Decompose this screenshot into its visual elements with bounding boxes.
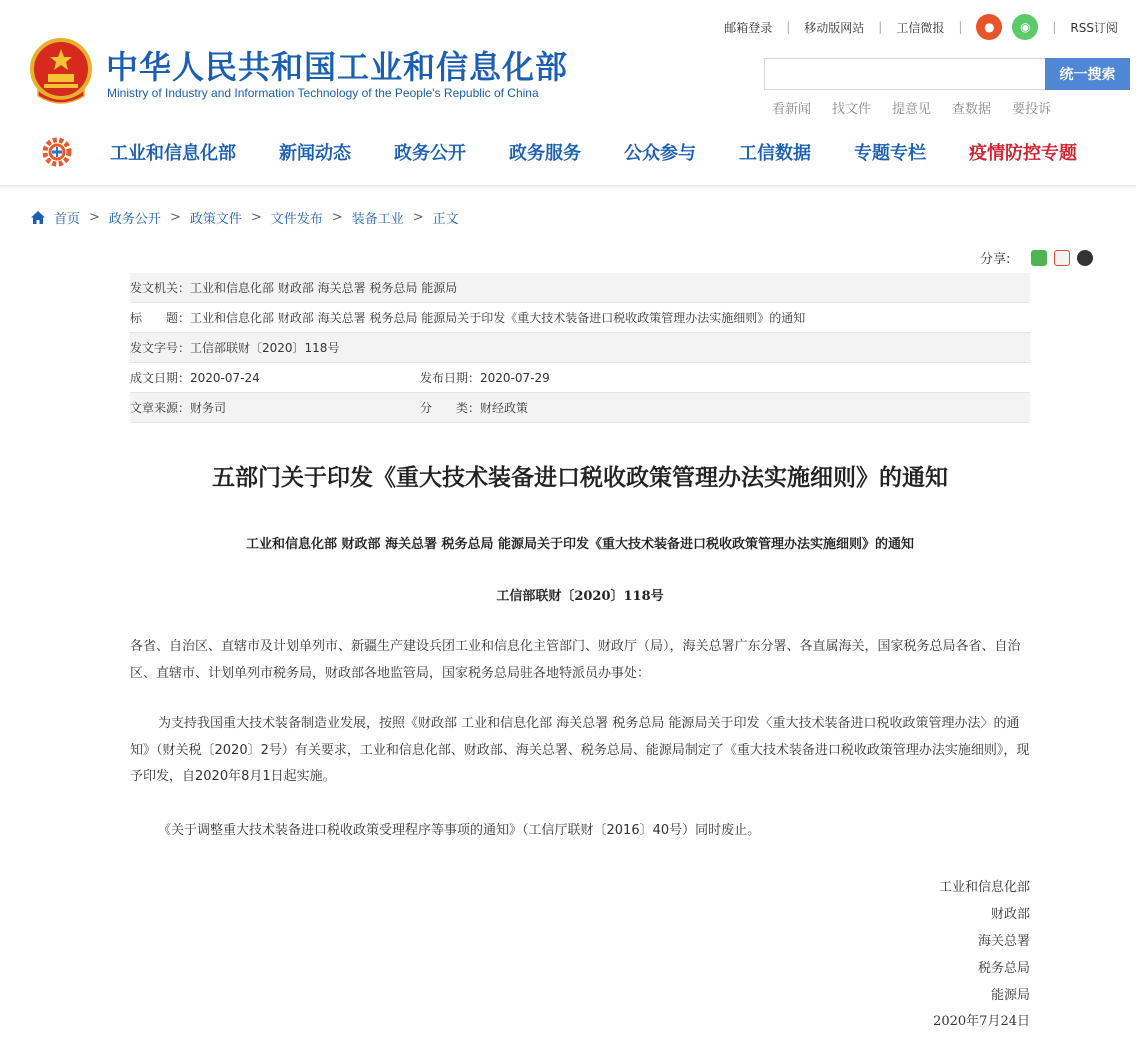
search-button[interactable]: 统一搜索 [1045,58,1130,90]
site-header [0,0,1136,186]
breadcrumb-gov-affairs[interactable]: 政务公开 [108,212,161,227]
breadcrumb-separator: > [412,210,424,225]
divider: | [958,20,963,34]
breadcrumb [30,208,459,227]
nav-item-news[interactable]: 新闻动态 [279,143,351,164]
nav-item-gov-services[interactable]: 政务服务 [509,143,581,164]
nav-item-special-topics[interactable]: 专题专栏 [854,143,926,164]
meta-row-issuer [130,273,1030,303]
share-weibo-icon[interactable] [1054,250,1070,266]
signature-tax: 税务总局 [977,961,1030,976]
document-paragraph-main: 为支持我国重大技术装备制造业发展，按照《财政部 工业和信息化部 海关总署 税务总局 能源局关于印发〈重大技术装备进口税收政策管理办法〉的通知》（财关税〔2020〕2号）有关要求，工业和信息化部、财政部、海关总署、税务总局、能源局制定了《重大技术装备进口税收政策管理办法实施细则》，现予印发，自2020年8月1日起实施。 [130,716,1030,784]
breadcrumb-separator: > [89,210,100,225]
meta-row-dates [130,363,1030,393]
document-subtitle: 工业和信息化部 财政部 海关总署 税务总局 能源局关于印发《重大技术装备进口税收政策管理办法实施细则》的通知 [245,537,915,552]
nav-item-public-participation[interactable]: 公众参与 [624,143,696,164]
nav-item-data[interactable]: 工信数据 [739,143,811,164]
signature-energy: 能源局 [990,988,1030,1003]
breadcrumb-separator: > [250,210,262,225]
quick-links [772,98,1072,117]
share-qq-icon[interactable] [1077,250,1093,266]
breadcrumb-equipment[interactable]: 装备工业 [351,212,404,227]
main-nav [40,136,1077,168]
signature-mof: 财政部 [990,907,1030,922]
top-links [724,14,1118,40]
meta-row-title [130,303,1030,333]
document-meta-table [130,273,1030,423]
quick-link-files[interactable]: 找文件 [832,102,872,117]
search-box [764,58,1046,90]
meta-row-doc-no [130,333,1030,363]
meta-doc-no: 发文字号：工信部联财〔2020〕118号 [130,341,340,355]
signature-miit: 工业和信息化部 [938,880,1030,895]
document-paragraph-addressees: 各省、自治区、直辖市及计划单列市、新疆生产建设兵团工业和信息化主管部门、财政厅（局），海关总署广东分署、各直属海关，国家税务总局各省、自治区、直辖市、计划单列市税务局，财政部各地监管局，国家税务总局驻各地特派员办事处： [130,639,1021,681]
home-icon [30,210,46,225]
quick-link-news[interactable]: 看新闻 [772,102,812,117]
wechat-icon[interactable]: ◉ [1012,14,1038,40]
divider: | [786,20,791,34]
share-label: 分享: [980,252,1011,267]
share-bar [980,248,1093,267]
document-paragraph-repeal: 《关于调整重大技术装备进口税收政策受理程序等事项的通知》（工信厅联财〔2016〕40号）同时废止。 [158,823,761,838]
breadcrumb-current: 正文 [432,212,459,227]
mobile-site-link[interactable]: 移动版网站 [804,20,865,35]
weibo-news-link[interactable]: 工信微报 [896,20,945,35]
breadcrumb-home[interactable]: 首页 [54,212,81,227]
breadcrumb-separator: > [169,210,181,225]
ministry-logo-icon[interactable] [40,135,74,169]
document-number: 工信部联财〔2020〕118号 [496,589,664,604]
breadcrumb-doc-release[interactable]: 文件发布 [270,212,323,227]
meta-source: 文章来源：财务司 [130,401,227,415]
share-wechat-icon[interactable] [1031,250,1047,266]
nav-item-gov-affairs[interactable]: 政务公开 [394,143,466,164]
meta-written-date: 成文日期：2020-07-24 [130,371,260,385]
meta-issuer: 发文机关：工业和信息化部 财政部 海关总署 税务总局 能源局 [130,281,458,295]
document-date: 2020年7月24日 [933,1014,1030,1029]
site-title: 中华人民共和国工业和信息化部 [106,48,569,86]
quick-link-data[interactable]: 查数据 [952,102,992,117]
site-subtitle: Ministry of Industry and Information Technology of the People's Republic of China [107,86,539,100]
meta-publish-date: 发布日期：2020-07-29 [420,371,550,385]
nav-item-ministry[interactable]: 工业和信息化部 [110,143,236,164]
document-title: 五部门关于印发《重大技术装备进口税收政策管理办法实施细则》的通知 [212,465,948,491]
signature-customs: 海关总署 [977,934,1030,949]
meta-category: 分 类：财经政策 [420,401,529,415]
divider: | [1052,20,1057,34]
search-input[interactable] [765,59,1046,89]
mail-login-link[interactable]: 邮箱登录 [724,20,773,35]
quick-link-feedback[interactable]: 提意见 [892,102,932,117]
divider: | [878,20,883,34]
meta-title: 标 题：工业和信息化部 财政部 海关总署 税务总局 能源局关于印发《重大技术装备进口税收政策管理办法实施细则》的通知 [130,311,806,325]
national-emblem-icon [30,38,92,104]
quick-link-complaint[interactable]: 要投诉 [1012,102,1052,117]
breadcrumb-policy-docs[interactable]: 政策文件 [189,212,242,227]
meta-row-source [130,393,1030,423]
nav-item-epidemic[interactable]: 疫情防控专题 [969,143,1077,164]
weibo-icon[interactable]: ● [976,14,1002,40]
breadcrumb-separator: > [331,210,343,225]
rss-link[interactable]: RSS订阅 [1070,20,1118,35]
